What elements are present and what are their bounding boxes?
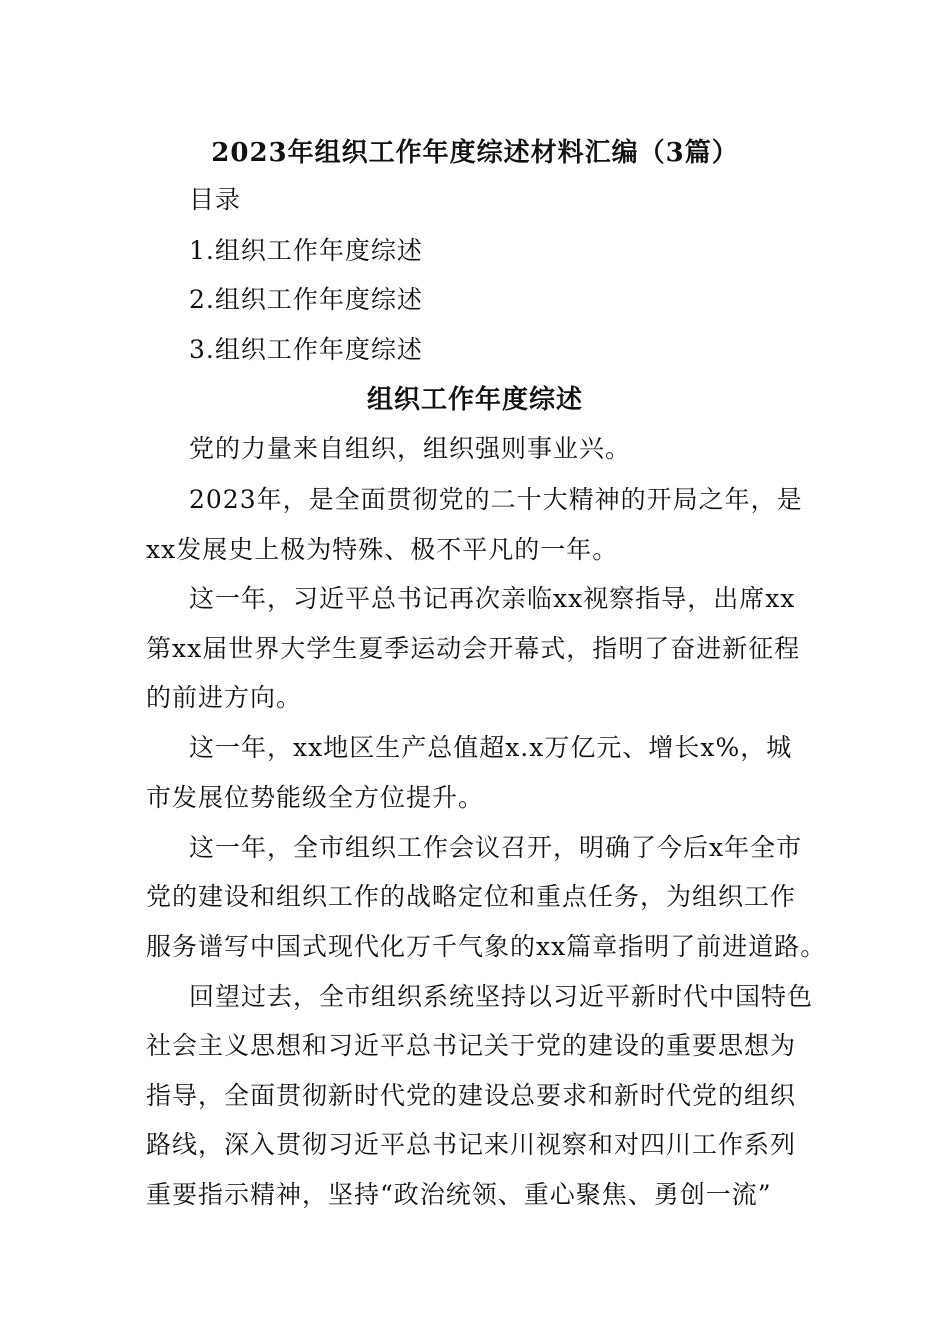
toc-item-3: 3.组织工作年度综述 — [189, 335, 423, 364]
body-line: 党的建设和组织工作的战略定位和重点任务，为组织工作 — [146, 882, 797, 911]
toc-heading: 目录 — [189, 185, 242, 214]
body-line: xx发展史上极为特殊、极不平凡的一年。 — [146, 535, 619, 564]
body-line: 第xx届世界大学生夏季运动会开幕式，指明了奋进新征程 — [146, 634, 801, 663]
body-line: 社会主义思想和习近平总书记关于党的建设的重要思想为 — [146, 1031, 797, 1060]
document-title: 2023年组织工作年度综述材料汇编（3篇） — [211, 138, 739, 168]
body-line: 回望过去，全市组织系统坚持以习近平新时代中国特色 — [189, 982, 814, 1011]
body-line: 这一年，xx地区生产总值超x.x万亿元、增长x%，城 — [189, 733, 793, 762]
body-line: 服务谱写中国式现代化万千气象的xx篇章指明了前进道路。 — [146, 932, 827, 961]
toc-item-2: 2.组织工作年度综述 — [189, 285, 423, 314]
body-line: 这一年，习近平总书记再次亲临xx视察指导，出席xx — [189, 584, 796, 613]
body-line: 党的力量来自组织，组织强则事业兴。 — [189, 434, 632, 463]
body-line: 重要指示精神，坚持“政治统领、重心聚焦、勇创一流” — [146, 1180, 772, 1209]
section-title: 组织工作年度综述 — [366, 385, 583, 415]
body-line: 市发展位势能级全方位提升。 — [146, 783, 485, 812]
body-line: 这一年，全市组织工作会议召开，明确了今后x年全市 — [189, 833, 803, 862]
body-line: 的前进方向。 — [146, 683, 303, 712]
body-line: 指导，全面贯彻新时代党的建设总要求和新时代党的组织 — [146, 1081, 797, 1110]
body-line: 路线，深入贯彻习近平总书记来川视察和对四川工作系列 — [146, 1130, 797, 1159]
body-line: 2023年，是全面贯彻党的二十大精神的开局之年，是 — [189, 485, 803, 514]
toc-item-1: 1.组织工作年度综述 — [189, 236, 423, 265]
